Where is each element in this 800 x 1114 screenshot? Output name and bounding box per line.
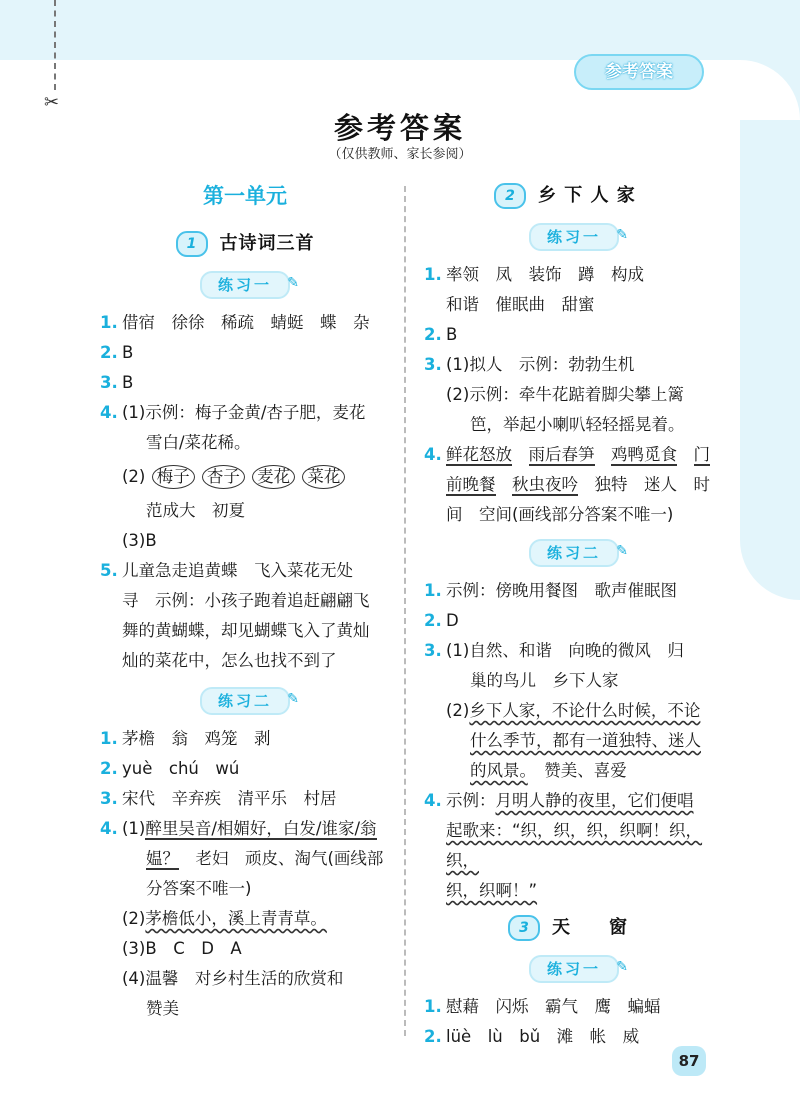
item-text: B [446,325,458,344]
answer-item [424,606,724,636]
lesson-header-3 [424,908,724,948]
item-continuation: 和谐 催眠曲 甜蜜 [446,295,595,314]
wavy-underlined-answer: 起歌来：“织，织，织，织啊！织，织， [446,821,703,870]
cut-line [54,0,56,90]
item-sub: (3)B [122,531,157,550]
item-number: 2. [424,325,442,344]
item-text: D [446,611,459,630]
answer-item [424,440,724,470]
practice-label-wrap [424,538,724,574]
page-subtitle: （仅供教师、家长参阅） [328,147,472,162]
practice-label: 练习一 ✎ [529,955,619,983]
underlined-answer: 雨后春笋 [528,445,595,464]
wavy-underlined-answer: 茅檐低小，溪上青青草。 [145,909,327,928]
item-text: (1)拟人 示例：勃勃生机 [446,355,635,374]
item-continuation [424,876,724,906]
item-text: 慰藉 闪烁 霸气 鹰 蝙蝠 [446,997,661,1016]
wavy-underlined-answer: 乡下人家，不论什么时候，不论 [469,701,701,720]
practice-label-wrap [100,686,390,722]
practice-label-wrap [100,270,390,306]
practice-label-wrap [424,954,724,990]
item-continuation: 分答案不唯一) [146,879,252,898]
item-text: (1)示例：梅子金黄/杏子肥，麦花 [122,403,366,422]
item-number: 3. [100,789,118,808]
circled-word: 菜花 [302,465,345,489]
wavy-underlined-answer: 什么季节，都有一道独特、迷人 [470,731,701,750]
practice-label: 练习一 ✎ [529,223,619,251]
item-text: 率领 凤 装饰 蹲 构成 [446,265,644,284]
sub-prefix: (2) [122,909,146,928]
item-number: 2. [424,1027,442,1046]
item-text: 独特 迷人 时 [578,475,710,494]
item-sub [100,904,390,934]
practice-label-wrap [424,222,724,258]
item-continuation [424,756,724,786]
answer-item [100,784,390,814]
circled-answers [100,462,390,492]
item-continuation [424,816,724,876]
practice-label: 练习二 ✎ [529,539,619,567]
item-number: 1. [424,581,442,600]
item-sub: (4)温馨 对乡村生活的欣赏和 [122,969,344,988]
answer-item [424,320,724,350]
lesson-header-1 [100,224,390,264]
item-text: 赞美、喜爱 [527,761,627,780]
item-continuation: 寻 示例：小孩子跑着追赶翩翩飞 [122,591,370,610]
answer-item [424,636,724,666]
underlined-answer: 门 [693,445,710,464]
item-text: B [122,373,134,392]
item-number: 4. [100,819,118,838]
item-continuation: 巢的鸟儿 乡下人家 [470,671,619,690]
underlined-answer: 鸡鸭觅食 [611,445,677,464]
item-continuation: 范成大 初夏 [146,501,245,520]
item-number: 1. [100,729,118,748]
item-text: 茅檐 翁 鸡笼 剥 [122,729,271,748]
wavy-underlined-answer: 的风景。 [470,761,528,780]
column-divider [404,186,406,1036]
item-continuation [424,470,724,500]
item-text: (1)自然、和谐 向晚的微风 归 [446,641,684,660]
sub-prefix: 示例： [446,791,496,810]
answer-item [100,556,390,586]
lesson-number-badge: 1 [176,231,208,257]
item-number: 1. [424,265,442,284]
sub-prefix: (1) [122,819,146,838]
underlined-answer: 秋虫夜吟 [512,475,578,494]
answer-item [424,992,724,1022]
answer-tab[interactable]: 参考答案 [574,54,704,90]
answer-item [100,754,390,784]
sub-prefix: (2) [446,701,470,720]
item-text: lüè lù bǔ 滩 帐 威 [446,1027,640,1046]
item-number: 1. [424,997,442,1016]
item-number: 3. [424,355,442,374]
circled-word: 麦花 [252,465,295,489]
item-number: 2. [424,611,442,630]
answer-item [424,576,724,606]
underlined-answer: 媪？ [146,849,179,868]
item-number: 4. [424,445,442,464]
right-column [424,176,724,1052]
item-text [446,786,724,816]
item-number: 2. [100,343,118,362]
answer-item [100,338,390,368]
circled-word: 梅子 [152,465,195,489]
answer-item [424,260,724,290]
item-text: 示例：傍晚用餐图 歌声催眠图 [446,581,677,600]
item-text: 老妇 顽皮、淘气(画线部 [179,849,384,868]
lesson-title: 天 窗 [552,917,628,938]
practice-label: 练习二 ✎ [200,687,290,715]
unit-title: 第一单元 [203,184,287,208]
item-text: B [122,343,134,362]
left-column [100,176,390,1024]
item-number: 1. [100,313,118,332]
item-sub [424,696,724,726]
practice-label: 练习一 ✎ [200,271,290,299]
item-continuation: 间 空间(画线部分答案不唯一) [446,505,674,524]
item-text [446,440,724,470]
page-title: 参考答案 [333,111,466,145]
item-continuation: 笆，举起小喇叭轻轻摇晃着。 [470,415,685,434]
item-text: 儿童急走追黄蝶 飞入菜花无处 [122,561,353,580]
item-text: 借宿 徐徐 稀疏 蜻蜓 蝶 杂 [122,313,370,332]
item-text [122,814,390,844]
item-text: yuè chú wú [122,759,240,778]
answer-item [100,814,390,844]
answer-item [100,398,390,428]
item-text: 宋代 辛弃疾 清平乐 村居 [122,789,337,808]
item-sub: (2)示例：牵牛花踮着脚尖攀上篱 [446,385,684,404]
sub-prefix: (2) [122,467,146,486]
item-number: 3. [100,373,118,392]
underlined-answer: 鲜花怒放 [446,445,512,464]
answer-item [100,724,390,754]
answer-item [424,786,724,816]
item-number: 4. [100,403,118,422]
scissors-icon: ✂ [44,92,60,113]
item-number: 5. [100,561,118,580]
circled-word: 杏子 [202,465,245,489]
underlined-answer: 醉里吴音/相媚好，白发/谁家/翁 [145,819,377,838]
lesson-number-badge: 3 [508,915,540,941]
item-continuation: 雪白/菜花稀。 [146,433,251,452]
wavy-underlined-answer: 织，织啊！” [446,881,538,900]
item-sub: (3)B C D A [122,939,242,958]
item-continuation: 灿的菜花中，怎么也找不到了 [122,651,337,670]
item-continuation: 赞美 [146,999,179,1018]
item-continuation [424,726,724,756]
item-number: 2. [100,759,118,778]
item-continuation: 舞的黄蝴蝶，却见蝴蝶飞入了黄灿 [122,621,370,640]
wavy-underlined-answer: 月明人静的夜里，它们便唱 [495,791,694,810]
item-number: 3. [424,641,442,660]
lesson-number-badge: 2 [494,183,526,209]
item-continuation [100,844,390,874]
lesson-title: 古诗词三首 [219,233,315,254]
answer-item [424,350,724,380]
page-number: 87 [672,1046,706,1076]
lesson-title: 乡 下 人 家 [538,185,636,206]
answer-item [100,368,390,398]
underlined-answer: 前晚餐 [446,475,496,494]
answer-item [100,308,390,338]
item-number: 4. [424,791,442,810]
lesson-header-2 [424,176,724,216]
